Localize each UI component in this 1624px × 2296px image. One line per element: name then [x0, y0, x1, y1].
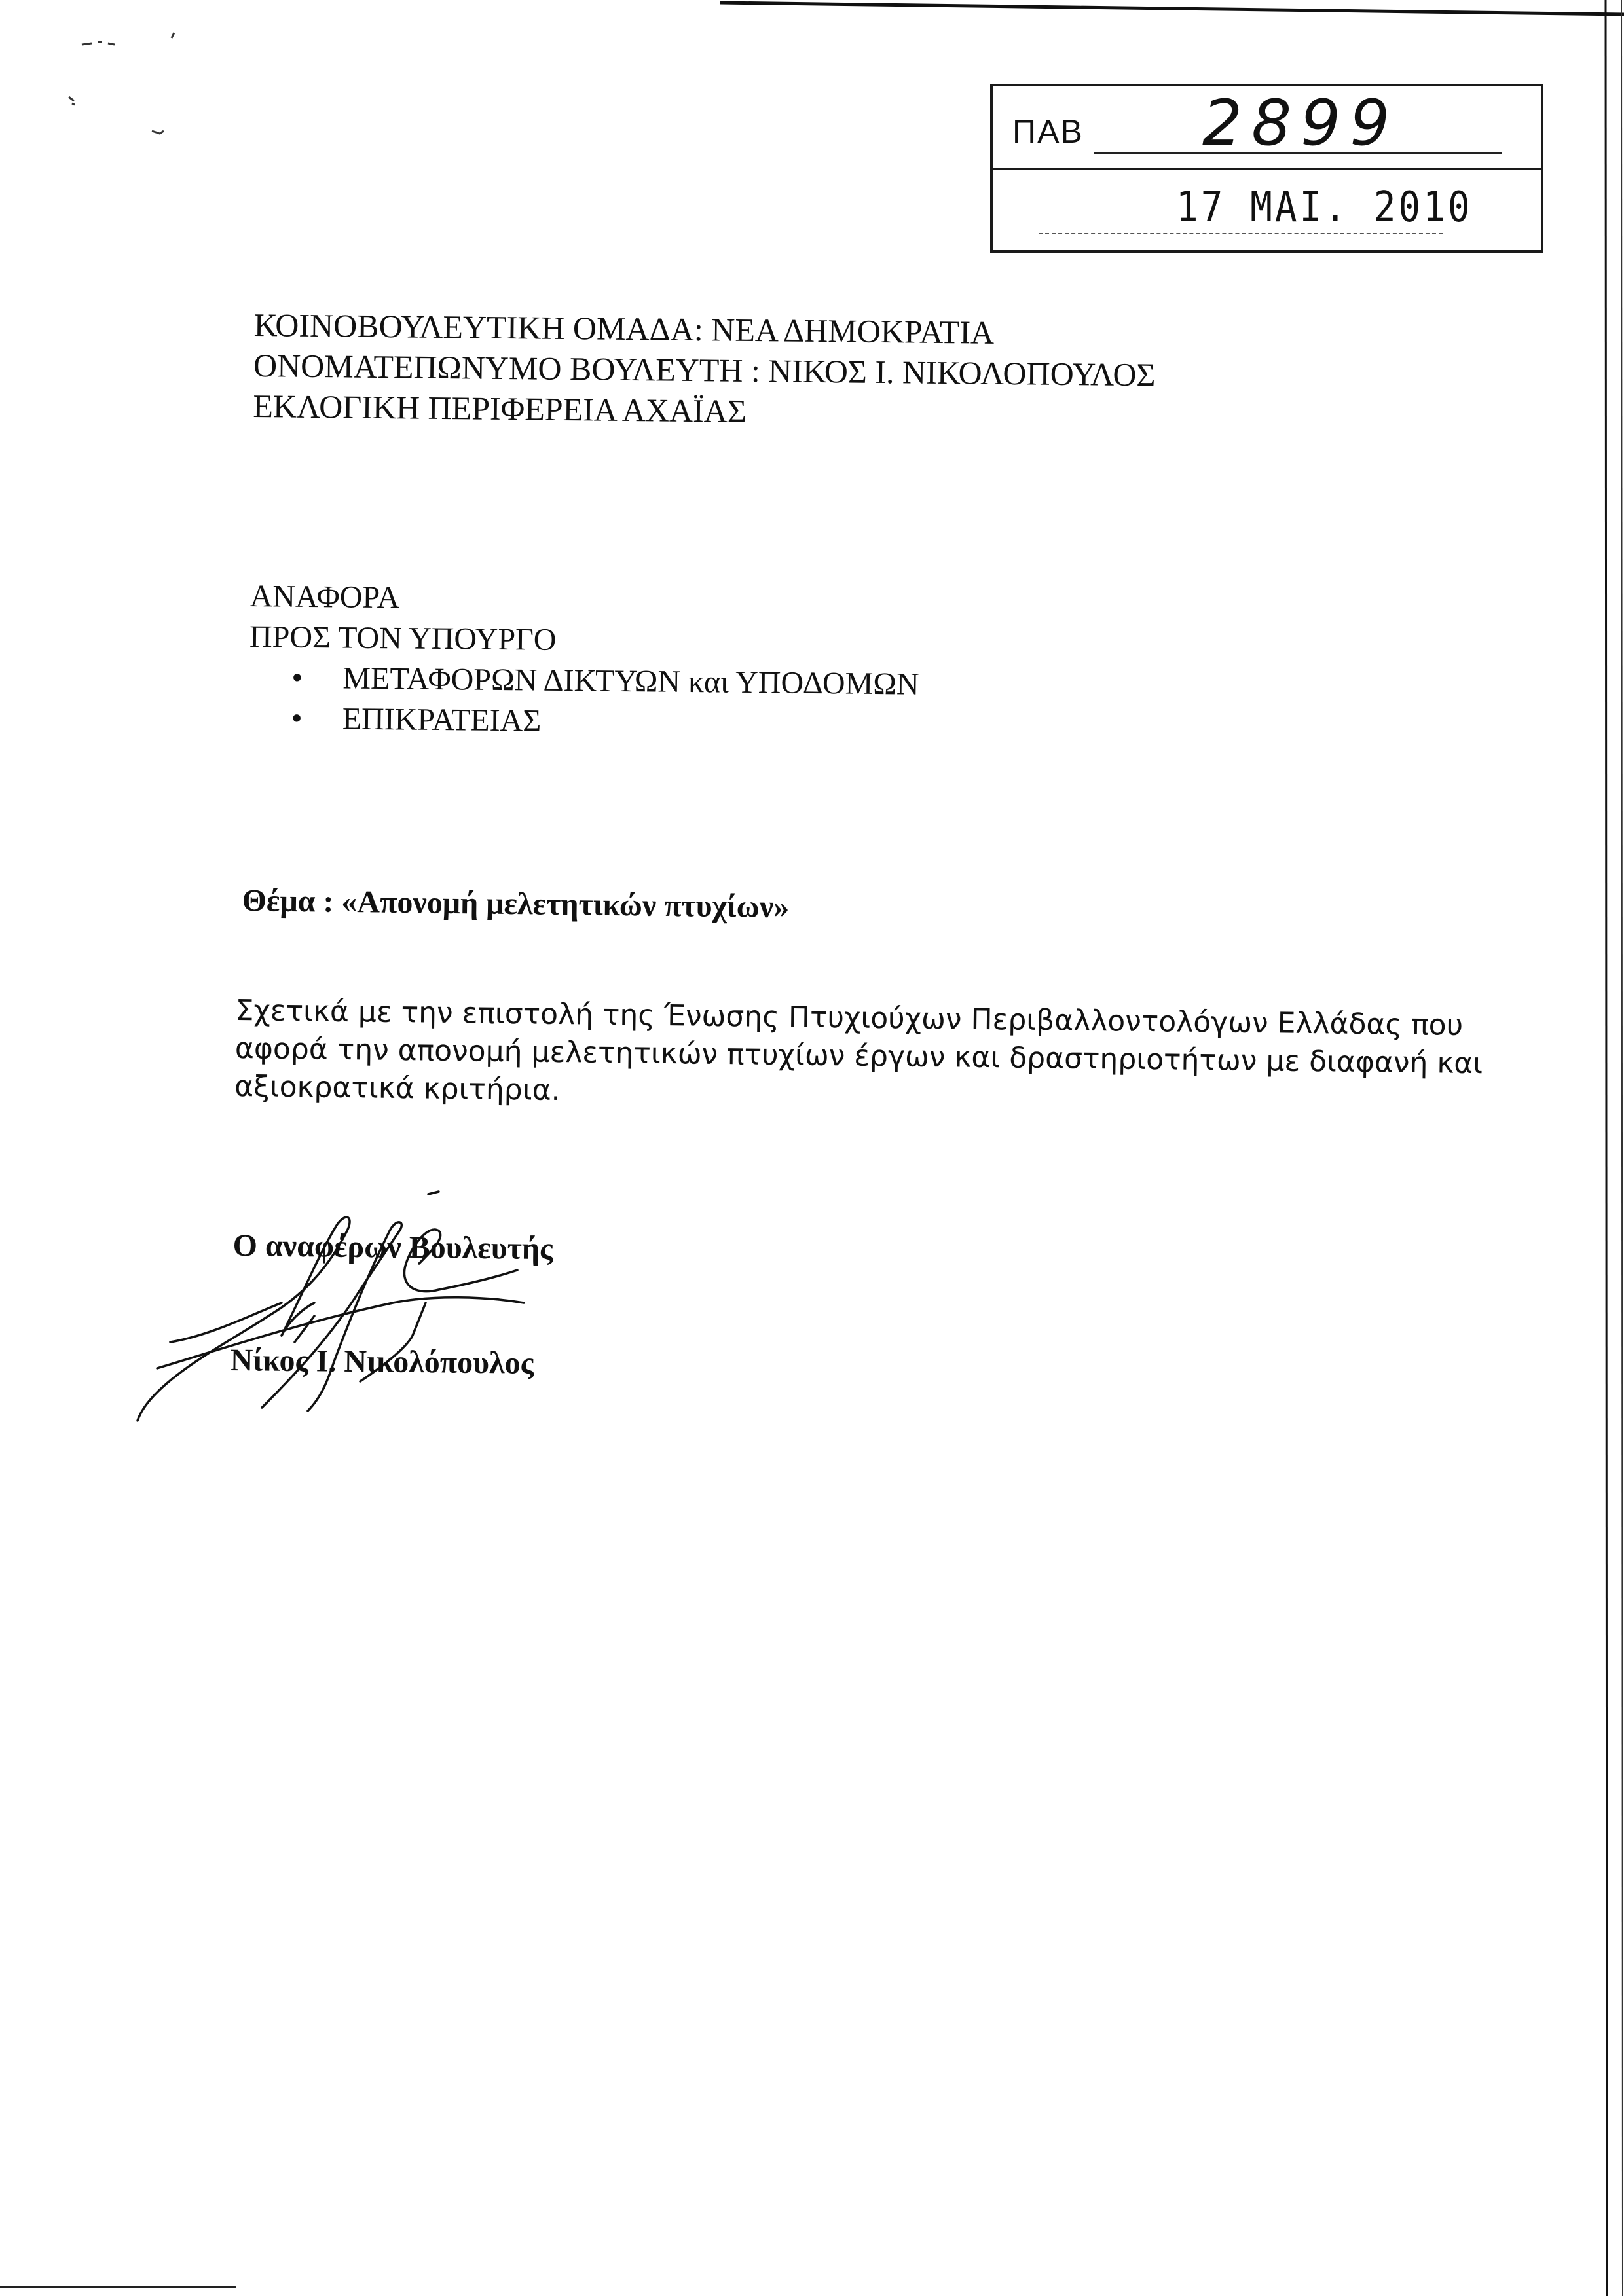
body-line: αξιοκρατικά κριτήρια. [234, 1069, 561, 1108]
signer-name: Νίκος Ι. Νικολόπουλος [230, 1343, 534, 1381]
registration-stamp [990, 84, 1543, 253]
electoral-district: ΕΚΛΟΓΙΚΗ ΠΕΡΙΦΕΡΕΙΑ ΑΧΑΪΑΣ [253, 387, 747, 429]
subject-line: Θέμα : «Απονομή μελετητικών πτυχίων» [242, 883, 790, 925]
handwritten-signature [131, 1172, 589, 1434]
document-header [253, 304, 1302, 437]
report-block [248, 576, 1298, 750]
scan-edge-top [720, 0, 1624, 20]
scan-bottom-line [0, 2286, 236, 2288]
closing-line: Ο αναφέρων Βουλευτής [232, 1228, 553, 1267]
stamp-date-line [1039, 233, 1443, 234]
stamp-label: ΠΑΒ [1012, 113, 1084, 150]
scan-edge-right [1598, 0, 1624, 2296]
body-line: Σχετικά με την επιστολή της Ένωσης Πτυχιούχων Περιβαλλοντολόγων Ελλάδας που [235, 993, 1464, 1042]
scan-specks [0, 0, 262, 196]
stamp-date: 17 MAI. 2010 [1176, 183, 1473, 232]
recipient-list [248, 657, 1297, 750]
stamp-number-line [1094, 152, 1502, 154]
stamp-divider [993, 168, 1541, 170]
stamp-number: 2899 [1202, 86, 1399, 160]
recipient-label: ΜΕΤΑΦΟΡΩΝ ΔΙΚΤΥΩΝ και ΥΠΟΔΟΜΩΝ [342, 661, 919, 702]
body-paragraph [234, 992, 1483, 1120]
recipient-label: ΕΠΙΚΡΑΤΕΙΑΣ [342, 701, 542, 738]
bullet-icon: • [291, 701, 303, 736]
body-line: αφορά την απονομή μελετητικών πτυχίων έργων και δραστηριοτήτων με διαφανή και [234, 1031, 1483, 1081]
report-title: ΑΝΑΦΟΡΑ [249, 578, 400, 615]
bullet-icon: • [291, 660, 303, 695]
report-to: ΠΡΟΣ ΤΟΝ ΥΠΟΥΡΓΟ [249, 619, 557, 657]
parliamentary-group: ΚΟΙΝΟΒΟΥΛΕΥΤΙΚΗ ΟΜΑΔΑ: ΝΕΑ ΔΗΜΟΚΡΑΤΙΑ [253, 306, 995, 351]
mp-name: ΟΝΟΜΑΤΕΠΩΝΥΜΟ ΒΟΥΛΕΥΤΗ : ΝΙΚΟΣ Ι. ΝΙΚΟΛΟΠΟΥΛΟΣ [253, 346, 1156, 393]
